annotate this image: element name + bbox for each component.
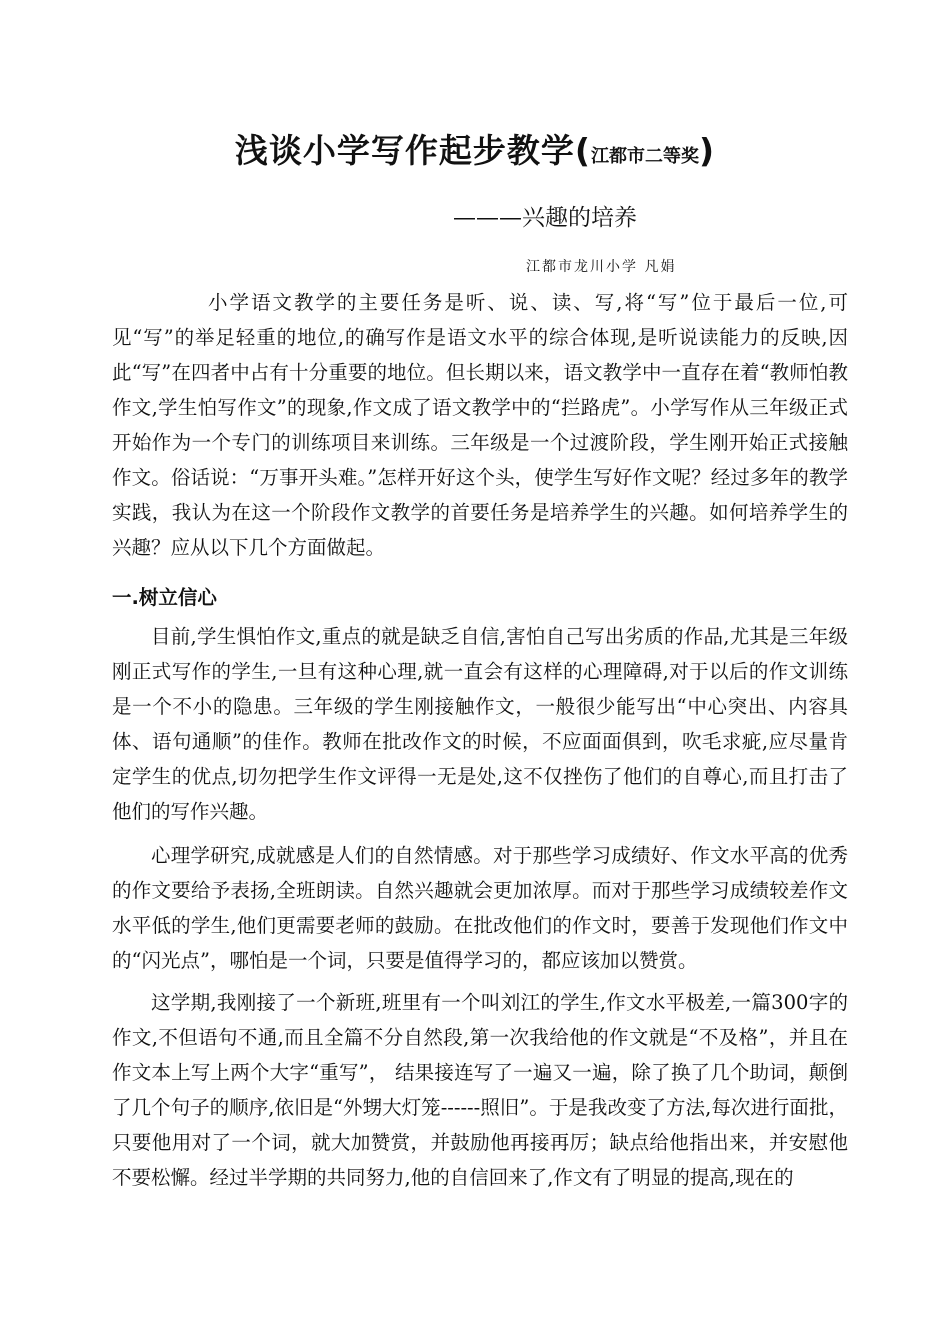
body-paragraph-3: 这学期,我刚接了一个新班,班里有一个叫刘江的学生,作文水平极差,一篇300字的作文,不但语句不通,而且全篇不分自然段,第一次我给他的作文就是“不及格”，并且在作文本上写上两个大字“重写”， 结果接连写了一遍又一遍，除了换了几个助词，颠倒了几个句子的顺序,依旧是“外甥大灯笼------照旧”。于是我改变了方法,每次进行面批，只要他用对了一个词，就大加赞赏，并鼓励他再接再厉；缺点给他指出来，并安慰他不要松懈。经过半学期的共同努力,他的自信回来了,作文有了明显的提高,现在的: [112, 991, 848, 1189]
section-heading: 一.树立信心: [112, 586, 217, 609]
title-award: 江都市二等奖: [591, 146, 699, 167]
title-main: 浅谈小学写作起步教学: [234, 131, 575, 170]
body-paragraph-2: 心理学研究,成就感是人们的自然情感。对于那些学习成绩好、作文水平高的优秀的作文要给予表扬,全班朗读。自然兴趣就会更加浓厚。而对于那些学习成绩较差作文水平低的学生,他们更需要老师的鼓励。在批改他们的作文时，要善于发现他们作文中的“闪光点”，哪怕是一个词，只要是值得学习的，都应该加以赞赏。: [112, 844, 848, 972]
document-subtitle: ———兴趣的培养: [453, 205, 637, 231]
author-line: 江都市龙川小学 凡娟: [526, 259, 677, 275]
document-title: [0, 126, 950, 182]
intro-paragraph: 小学语文教学的主要任务是听、说、读、写,将“写”位于最后一位,可见“写”的举足轻重的地位,的确写作是语文水平的综合体现,是听说读能力的反映,因此“写”在四者中占有十分重要的地位。但长期以来，语文教学中一直存在着“教师怕教作文,学生怕写作文”的现象,作文成了语文教学中的“拦路虎”。小学写作从三年级正式开始作为一个专门的训练项目来训练。三年级是一个过渡阶段，学生刚开始正式接触作文。俗话说：“万事开头难。”怎样开好这个头，使学生写好作文呢？经过多年的教学实践，我认为在这一个阶段作文教学的首要任务是培养学生的兴趣。如何培养学生的兴趣？应从以下几个方面做起。: [112, 291, 848, 559]
body-paragraph-1: 目前,学生惧怕作文,重点的就是缺乏自信,害怕自己写出劣质的作品,尤其是三年级刚正式写作的学生,一旦有这种心理,就一直会有这样的心理障碍,对于以后的作文训练是一个不小的隐患。三年级的学生刚接触作文，一般很少能写出“中心突出、内容具体、语句通顺”的佳作。教师在批改作文的时候，不应面面俱到，吹毛求疵,应尽量肯定学生的优点,切勿把学生作文评得一无是处,这不仅挫伤了他们的自尊心,而且打击了他们的写作兴趣。: [112, 625, 848, 823]
title-close-paren: ): [699, 131, 716, 170]
title-open-paren: (: [574, 131, 591, 170]
